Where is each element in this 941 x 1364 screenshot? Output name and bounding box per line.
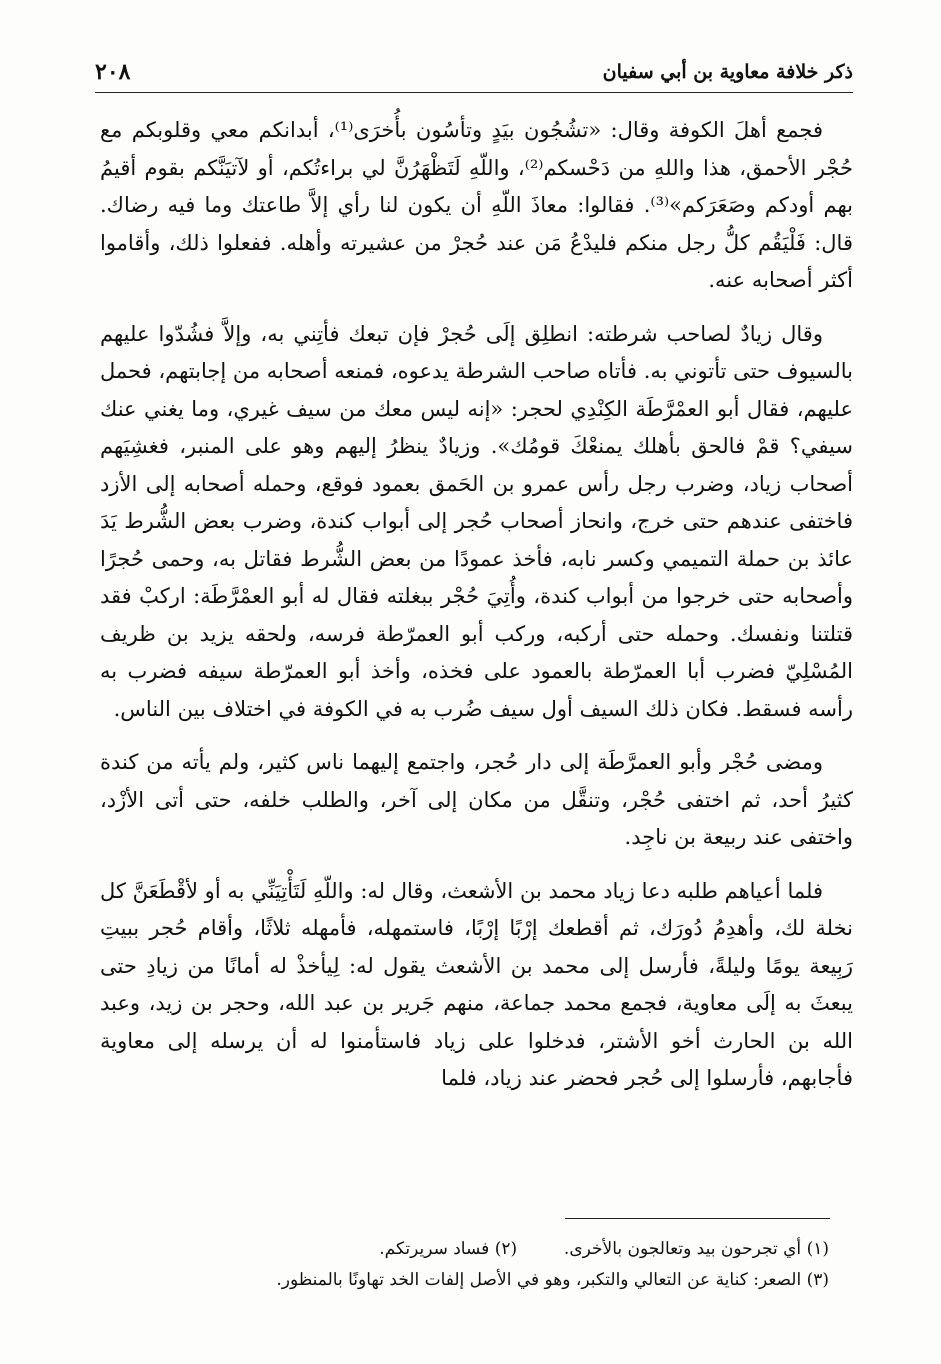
footnote-line <box>100 1234 829 1265</box>
footnote-text: أي تجرحون بيد وتعالجون بالأخرى. <box>563 1239 802 1259</box>
running-title: ذكر خلافة معاوية بن أبي سفيان <box>602 61 853 83</box>
footnotes <box>100 1234 829 1296</box>
paragraph: وقال زيادٌ لصاحب شرطته: انطلِق إلَى حُجرْ فإن تبعك فأتِني به، وإلاَّ فشُدّوا عليهم بالسيوف حتى تأتوني به. فأتاه صاحب الشرطة يدعوه، فمنعه أصحابه من إجابتهم، فحمل عليهم، فقال أبو العمْرَّطَة الكِنْدِي لحجر: «إنه ليس معك من سيف غيري، وما يغني عنك سيفي؟ قمْ فالحق بأهلك يمنعْكَ قومُك». وزيادٌ ينظرُ إليهم وهو على المنبر، فغشِيَهم أصحاب زياد، وضرب رجل رأس عمرو بن الحَمق بعمود فوقع، وحمله أصحابه إلى الأزد فاختفى عندهم حتى خرج، وانحاز أصحاب حُجر إلى أبواب كندة، وضرب بعض الشُّرط يَدَ عائذ بن حملة التميمي وكسر نابه، فأخذ عمودًا من بعض الشُّرط فقاتل به، وحمى حُجرًا وأصحابه حتى خرجوا من أبواب كندة، وأُتِيَ حُجْر ببغلته فقال له أبو العمْرَّطَة: اركبْ فقد قتلتنا ونفسك. وحمله حتى أركبه، وركب أبو العمرّطة فرسه، ولحقه يزيد بن ظريف المُسْلِيّ فضرب أبا العمرّطة بالعمود على فخذه، وأخذ أبو العمرّطة سيفه فضرب به رأسه فسقط. فكان ذلك السيف أول سيف ضُرب به في الكوفة في اختلاف بين الناس. <box>100 321 853 721</box>
footnote-divider <box>565 1218 830 1219</box>
paragraph: ومضى حُجْر وأبو العمرَّطَة إلى دار حُجر، واجتمع إليهما ناس كثير، ولم يأته من كندة كثيرُ أحد، ثم اختفى حُجْر، وتنقَّل من مكان إلى آخر، والطلب خلفه، حتى أتى الأزْد، واختفى عند ربيعة بن ناجِد. <box>100 750 853 849</box>
footnote-text: فساد سريرتكم. <box>379 1239 490 1259</box>
footnote-text: الصعر: كناية عن التعالي والتكبر، وهو في الأصل إلفات الخد تهاونًا بالمنظور. <box>276 1270 802 1290</box>
footnote-marker: (٣) <box>806 1270 829 1290</box>
paragraph: فجمع أهلَ الكوفة وقال: «تشُجُون بيَدٍ وتأسُون بأُخرَى⁽¹⁾، أبدانكم معي وقلوبكم مع حُجْر الأحمق، هذا واللهِ من دَحْسكم⁽²⁾، واللّهِ لَتَظْهَرُنَّ لي براءتُكم، أو لآتيَنَّكم بقوم أقيمُ بهم أودكم وصَعَرَكم»⁽³⁾. فقالوا: معاذَ اللّهِ أن يكون لنا رأي إلاَّ طاعتك وما فيه رضاك. قال: فَلْيَقُم كلُّ رجل منكم فليدْعُ مَن عند حُجرْ من عشيرته وأهله. ففعلوا ذلك، وأقاموا أكثر أصحابه عنه. <box>100 118 853 292</box>
footnote-line <box>100 1265 829 1296</box>
footnote-marker: (١) <box>806 1239 829 1259</box>
body-text <box>100 112 853 1114</box>
page-header <box>95 52 853 93</box>
page-number: ٢٠٨ <box>95 59 131 85</box>
paragraph: فلما أعياهم طلبه دعا زياد محمد بن الأشعث، وقال له: واللّهِ لَتَأْتِيَنِّي به أو لأقْطَعَنَّ كل نخلة لك، وأهدِمُ دُورَك، ثم أقطعك إرْبًا إرْبًا، فاستمهله، فأمهله ثلاثًا، وأقام حُجر ببيتِ رَبِيعة يومًا وليلةً، فأرسل إلى محمد بن الأشعث يقول له: لِيأخذْ له أمانًا من زيادِ حتى يبعثَ به إلَى معاوية، فجمع محمد جماعة، منهم جَرير بن عبد الله، وحجر بن زيد، وعبد الله بن الحارث أخو الأشتر، فدخلوا على زياد فاستأمنوا له أن يرسله إلى معاوية فأجابهم، فأرسلوا إلى حُجر فحضر عند زياد، فلما <box>100 878 853 1090</box>
footnote-marker: (٢) <box>494 1239 518 1259</box>
